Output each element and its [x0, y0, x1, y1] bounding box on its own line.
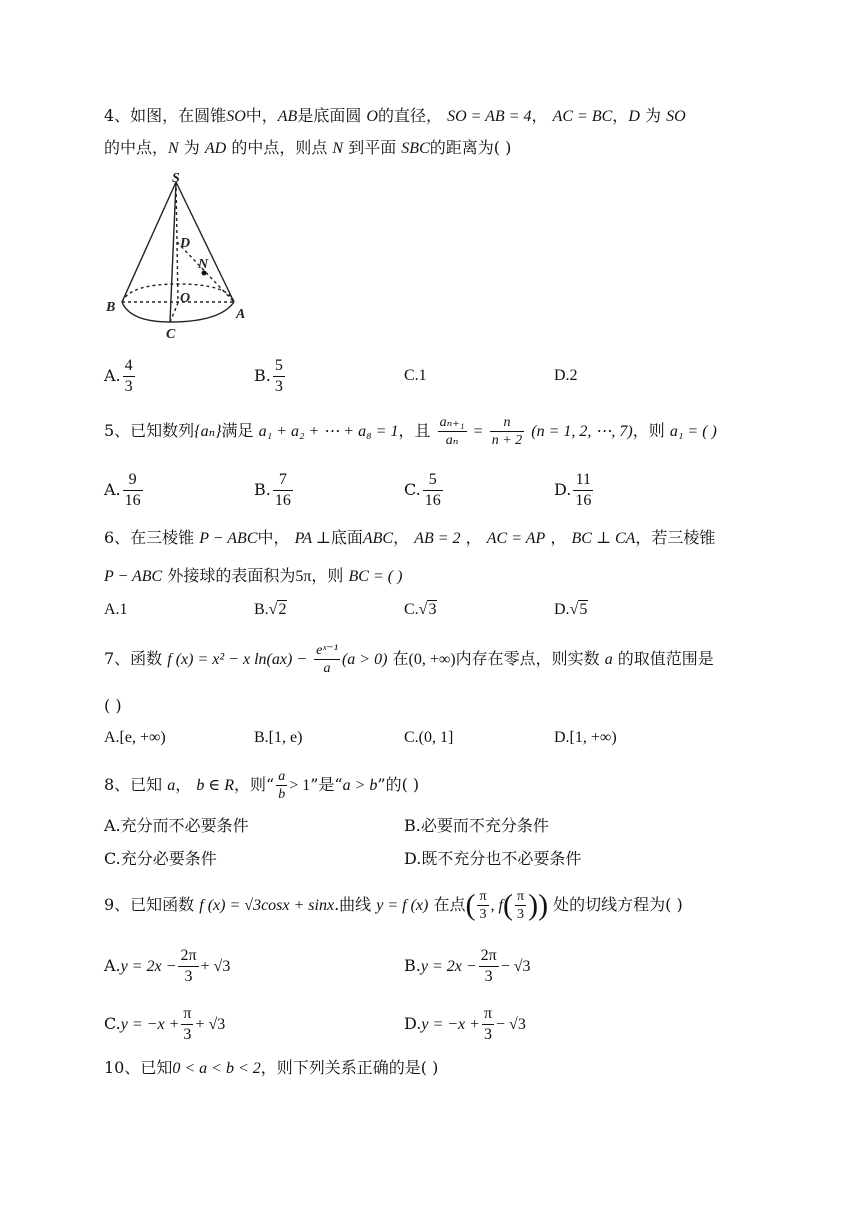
q9-text: .曲线 [334, 895, 372, 914]
q7-option-d[interactable]: D.[1, +∞) [554, 729, 617, 746]
q9-point-f: , f [490, 897, 503, 914]
q5-text: 满足 [221, 421, 254, 440]
radicand: 5 [579, 601, 588, 618]
option-prefix: B. [254, 366, 271, 385]
q9-option-a[interactable] [104, 946, 230, 987]
q5-eq: = [473, 423, 483, 440]
q10-text: ，则下列关系正确的是( ) [260, 1058, 439, 1077]
q6-area: 5π [295, 568, 312, 585]
q6-var: P − ABC [199, 530, 258, 547]
q4-text: ， [612, 106, 629, 125]
q4-text: 的中点，则点 [231, 138, 328, 157]
q6-text: 底面 [330, 528, 363, 547]
option-prefix: C. [104, 1014, 121, 1033]
q4-option-b[interactable] [254, 356, 287, 397]
q9-function: f (x) = √3cosx + sinx [199, 897, 335, 914]
frac-num: π [479, 889, 487, 904]
q7-function: f (x) = x² − x ln(ax) − [167, 651, 308, 668]
q6-text: ，若三棱锥 [635, 528, 716, 547]
option-prefix: D. [554, 480, 572, 499]
q4-text: 到平面 [348, 138, 397, 157]
option-prefix: D. [404, 1014, 422, 1033]
label-O: O [180, 291, 191, 306]
q6-var: AC = AP [486, 530, 546, 547]
q7-cond: (a > 0) [341, 651, 388, 668]
q5-sum: a₁ + a₂ + ⋯ + a₈ = 1 [258, 423, 399, 440]
q6-line2 [104, 564, 402, 589]
q5-seq: {aₙ} [194, 423, 222, 440]
q6-text: 6、在三棱锥 [104, 528, 195, 547]
frac-den: 3 [183, 1026, 192, 1043]
frac-num: π [517, 889, 525, 904]
frac-num: 5 [423, 470, 443, 491]
q8-text: ”是“ [310, 775, 343, 794]
q4-var: D [628, 108, 640, 125]
frac-den: 3 [517, 907, 525, 922]
q4-var: SBC [401, 140, 430, 157]
q5-text: ，且 [398, 421, 431, 440]
q6-var: BC ⊥ CA [571, 530, 636, 547]
frac-den: 3 [184, 968, 193, 985]
q7-option-b[interactable]: B.[1, e) [254, 729, 303, 746]
q9-option-c[interactable] [104, 1004, 225, 1045]
option-expr: y = 2x − [120, 958, 177, 975]
q10-line [104, 1056, 438, 1081]
q9-curve: y = f (x) [376, 897, 429, 914]
option-prefix: A. [104, 480, 121, 499]
q6-text: 外接球的表面积为 [167, 566, 296, 585]
q7-line1 [104, 642, 714, 677]
frac-num: 2π [479, 946, 499, 967]
q4-text: 的距离为( ) [429, 138, 512, 157]
q4-var: AB [277, 108, 298, 125]
cone-edge-SC [170, 182, 176, 322]
frac-num: 5 [273, 356, 285, 377]
q9-text: 在点 [433, 895, 466, 914]
q6-text: ， [393, 528, 410, 547]
q9-text: 处的切线方程为( ) [553, 895, 683, 914]
q8-var: a [167, 777, 176, 794]
frac-num: n [490, 414, 524, 432]
frac-num: aₙ₊₁ [439, 415, 465, 430]
q5-option-c[interactable] [404, 470, 445, 511]
cone-edge-SB [122, 182, 176, 302]
q9-option-b[interactable] [404, 946, 531, 987]
label-D: D [180, 236, 191, 251]
q4-var: N [168, 140, 179, 157]
q4-text: 中， [245, 106, 278, 125]
q6-text: ， [550, 528, 567, 547]
q8-option-c[interactable]: C.充分必要条件 [104, 849, 217, 868]
q4-option-d[interactable]: D.2 [554, 367, 578, 384]
q6-text: ，则 [311, 566, 344, 585]
q7-var: a [604, 651, 613, 668]
q6-var: PA ⊥ [294, 530, 331, 547]
q8-text: ，则“ [234, 775, 275, 794]
q4-condition: AC = BC [552, 108, 613, 125]
frac-num: 9 [123, 470, 143, 491]
q5-text: 5、已知数列 [104, 421, 195, 440]
frac-num: 7 [273, 470, 293, 491]
q7-option-a[interactable]: A.[e, +∞) [104, 729, 166, 746]
cone-base-front [122, 302, 234, 322]
q8-option-b[interactable]: B.必要而不充分条件 [404, 816, 549, 835]
frac-den: 16 [124, 492, 141, 509]
frac-num: π [482, 1004, 494, 1025]
option-expr: − √3 [496, 1016, 526, 1033]
option-prefix: D. [554, 601, 570, 618]
q5-range: (n = 1, 2, ⋯, 7) [531, 423, 633, 440]
option-expr: y = 2x − [420, 958, 477, 975]
q4-text: 为 [183, 138, 200, 157]
option-expr: + √3 [195, 1016, 226, 1033]
q6-option-c[interactable]: C.√3 [404, 601, 437, 618]
q5-a1: a₁ = ( ) [669, 423, 717, 440]
option-prefix: A. [104, 366, 121, 385]
frac-den: aₙ [445, 433, 459, 448]
q4-var: SO [666, 108, 686, 125]
q4-var: SO [226, 108, 246, 125]
q7-text: 内存在零点，则实数 [455, 649, 600, 668]
frac-num: 11 [573, 470, 593, 491]
frac-num: 4 [123, 356, 135, 377]
radicand: 3 [428, 601, 437, 618]
q5-option-b[interactable] [254, 470, 295, 511]
q4-text: 的直径， [377, 106, 442, 125]
frac-num: π [181, 1004, 193, 1025]
q4-line2 [104, 136, 511, 161]
q9-text: 9、已知函数 [104, 895, 195, 914]
label-S: S [172, 172, 180, 186]
q7-interval: (0, +∞) [408, 651, 456, 668]
q7-line2: ( ) [104, 696, 122, 715]
option-prefix: B. [254, 601, 269, 618]
q6-text: ， [465, 528, 482, 547]
q10-cond: 0 < a < b < 2 [172, 1060, 261, 1077]
label-B: B [106, 300, 116, 315]
q9-line: 9、已知函数 f (x) = √3cosx + sinx.曲线 y = f (x) 在点( $\frac{\pi}{3}$ , f( $\frac{\pi}{3}$ )) 处的切线方程为( ) [104, 888, 683, 922]
q6-text: 中， [257, 528, 290, 547]
q5-option-d[interactable] [554, 470, 595, 511]
q6-var: P − ABC [104, 568, 163, 585]
option-expr: + √3 [200, 958, 231, 975]
radicand: 2 [278, 601, 287, 618]
q6-var: ABC [362, 530, 394, 547]
frac-den: a [323, 661, 331, 676]
q8-line [104, 768, 419, 803]
q7-text: 7、函数 [104, 649, 163, 668]
option-expr: y = −x + [421, 1016, 480, 1033]
q6-option-d[interactable]: D.√5 [554, 601, 588, 618]
frac-num: eˣ⁻¹ [316, 643, 338, 658]
q10-text: 10、已知 [104, 1058, 173, 1077]
q9-option-d[interactable] [404, 1004, 526, 1045]
option-prefix: B. [254, 480, 271, 499]
q8-text: ”的( ) [377, 775, 420, 794]
option-prefix: C. [404, 480, 421, 499]
q6-line1 [104, 526, 715, 551]
q6-option-a[interactable]: A.1 [104, 601, 128, 618]
q7-text: 的取值范围是 [617, 649, 714, 668]
q8-ineq: > 1 [289, 777, 311, 794]
q5-text: ，则 [632, 421, 665, 440]
q6-option-b[interactable]: B.√2 [254, 601, 287, 618]
option-expr: y = −x + [120, 1016, 180, 1033]
frac-den: 16 [274, 492, 291, 509]
frac-num: 2π [178, 946, 198, 967]
frac-num: a [278, 769, 286, 784]
q8-var: b ∈ R [196, 777, 235, 794]
option-prefix: C. [404, 601, 419, 618]
frac-den: 3 [479, 907, 487, 922]
option-expr: − √3 [500, 958, 531, 975]
frac-den: 3 [483, 1026, 492, 1043]
option-prefix: A. [104, 956, 121, 975]
q4-text: 是底面圆 [297, 106, 362, 125]
frac-den: 16 [575, 492, 592, 509]
q4-text: 的中点， [104, 138, 169, 157]
label-N: N [198, 257, 209, 272]
q7-option-c[interactable]: C.(0, 1] [404, 729, 454, 746]
label-C: C [166, 327, 176, 342]
q5-line [104, 414, 717, 449]
frac-den: 3 [484, 968, 493, 985]
q4-option-c[interactable]: C.1 [404, 367, 427, 384]
q4-var: N [332, 140, 344, 157]
q8-text: ， [175, 775, 192, 794]
q7-text: 在 [392, 649, 409, 668]
q4-text: 为 [644, 106, 661, 125]
q5-option-a[interactable] [104, 470, 145, 511]
frac-den: 3 [124, 378, 133, 395]
q4-text: 4、如图，在圆锥 [104, 106, 227, 125]
q8-text: 8、已知 [104, 775, 163, 794]
cone-figure [100, 172, 260, 344]
label-A: A [236, 307, 246, 322]
q6-var: AB = 2 [414, 530, 461, 547]
q8-option-a[interactable]: A.充分而不必要条件 [104, 816, 249, 835]
q8-option-d[interactable]: D.既不充分也不必要条件 [404, 849, 582, 868]
option-prefix: B. [404, 956, 421, 975]
q4-var: AD [204, 140, 227, 157]
frac-den: n + 2 [491, 433, 523, 448]
frac-den: b [278, 787, 286, 802]
q4-option-a[interactable] [104, 356, 137, 397]
q4-condition: SO = AB = 4 [447, 108, 532, 125]
q4-var: O [366, 108, 378, 125]
frac-den: 16 [424, 492, 441, 509]
q6-var: BC = ( ) [348, 568, 403, 585]
q4-line1 [104, 104, 686, 129]
q8-ineq: a > b [342, 777, 378, 794]
q4-text: ， [531, 106, 548, 125]
frac-den: 3 [274, 378, 283, 395]
